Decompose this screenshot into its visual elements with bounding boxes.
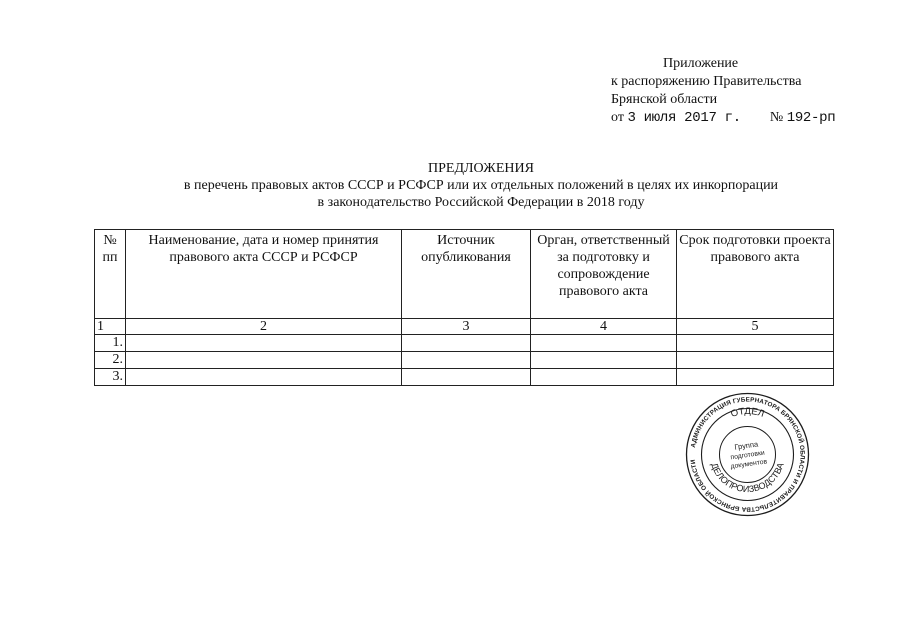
cell-deadline: [677, 352, 834, 369]
cell-act-name: [126, 335, 402, 352]
header-responsible-body: Орган, ответственный за подготовку и сопровождение правового акта: [531, 230, 677, 319]
stamp-ring-bottom-text: ДЕЛОПРОИЗВОДСТВА: [709, 461, 786, 495]
number-label: №: [769, 110, 784, 125]
stamp-outer-text: АДМИНИСТРАЦИЯ ГУБЕРНАТОРА БРЯНСКОЙ ОБЛАСТИ И ПРАВИТЕЛЬСТВА БРЯНСКОЙ ОБЛАСТИ: [689, 396, 806, 513]
column-number: 2: [126, 319, 402, 335]
column-number: 5: [677, 319, 834, 335]
header-act-name: Наименование, дата и номер принятия правового акта СССР и РСФСР: [126, 230, 402, 319]
document-heading: [90, 160, 872, 211]
table-row: [95, 352, 834, 369]
table-row: [95, 335, 834, 352]
annex-order-line: к распоряжению Правительства: [611, 74, 802, 89]
row-index: 2.: [95, 352, 126, 369]
column-number: 1: [95, 319, 126, 335]
cell-deadline: [677, 335, 834, 352]
header-source: Источник опубликования: [402, 230, 531, 319]
table-header-row: [95, 230, 834, 319]
proposals-table: [94, 229, 834, 386]
annex-region-line: Брянской области: [611, 92, 718, 107]
annex-title: Приложение: [663, 56, 739, 71]
annex-date-line: [611, 109, 835, 127]
cell-act-name: [126, 352, 402, 369]
office-stamp: [685, 392, 810, 517]
cell-responsible-body: [531, 352, 677, 369]
document-subtitle-line1: в перечень правовых актов СССР и РСФСР или их отдельных положений в целях их инкорпорации: [183, 178, 779, 193]
stamp-center: [727, 439, 768, 471]
annex-block: [611, 55, 835, 127]
document-title: ПРЕДЛОЖЕНИЯ: [428, 161, 534, 176]
cell-deadline: [677, 369, 834, 386]
table-row: [95, 369, 834, 386]
stamp-center-line1: Группа: [733, 439, 759, 452]
date-value: 3 июля 2017 г.: [627, 110, 741, 126]
cell-responsible-body: [531, 335, 677, 352]
document-subtitle-line2: в законодательство Российской Федерации в 2018 году: [317, 195, 645, 210]
header-deadline: Срок подготовки проекта правового акта: [677, 230, 834, 319]
cell-source: [402, 369, 531, 386]
cell-source: [402, 335, 531, 352]
stamp-center-line2: подготовки: [730, 449, 766, 462]
cell-responsible-body: [531, 369, 677, 386]
row-index: 1.: [95, 335, 126, 352]
row-index: 3.: [95, 369, 126, 386]
column-number: 4: [531, 319, 677, 335]
cell-act-name: [126, 369, 402, 386]
column-number: 3: [402, 319, 531, 335]
stamp-ring-top-text: ОТДЕЛ: [729, 406, 766, 420]
number-value: 192-рп: [786, 110, 836, 126]
stamp-center-line3: документов: [730, 458, 768, 471]
column-number-row: [95, 319, 834, 335]
cell-source: [402, 352, 531, 369]
date-prefix: от: [611, 110, 624, 125]
header-number: № пп: [95, 230, 126, 319]
